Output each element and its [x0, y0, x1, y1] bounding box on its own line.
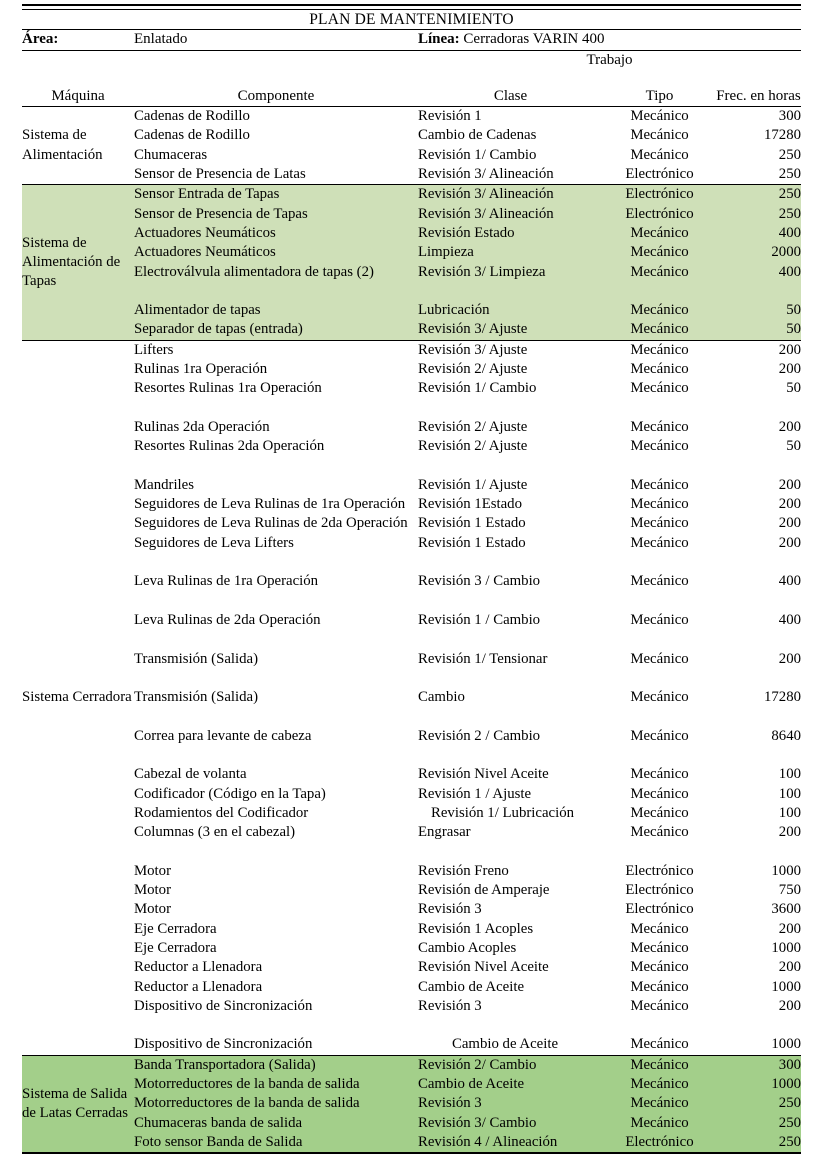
spacer-cell — [603, 630, 716, 649]
cell-componente: Seguidores de Leva Rulinas de 1ra Operación — [134, 496, 406, 513]
table-row — [22, 263, 801, 282]
spacer-cell — [716, 630, 801, 649]
table-row — [22, 804, 801, 823]
cell-frecuencia: 200 — [778, 418, 801, 435]
cell-componente: Sensor de Presencia de Latas — [134, 166, 306, 183]
cell-frecuencia: 200 — [778, 476, 801, 493]
cell-componente: Chumaceras — [134, 146, 208, 163]
cell-componente: Electroválvula alimentadora de tapas (2) — [134, 263, 418, 282]
cell-frecuencia: 250 — [716, 185, 801, 204]
table-row — [22, 146, 801, 165]
cell-tipo: Mecánico — [630, 361, 689, 378]
cell-componente: Cabezal de volanta — [134, 766, 247, 783]
group-header-trabajo: Trabajo — [418, 50, 801, 70]
cell-tipo: Mecánico — [603, 320, 716, 340]
cell-tipo: Mecánico — [603, 1075, 716, 1094]
cell-frecuencia: 300 — [716, 1056, 801, 1075]
spacer-cell — [418, 457, 603, 476]
spacer-cell — [418, 746, 603, 765]
cell-componente: Rodamientos del Codificador — [134, 804, 309, 821]
group-header-row — [22, 50, 801, 70]
cell-frecuencia: 50 — [716, 320, 801, 340]
cell-componente: Reductor a Llenadora — [134, 959, 263, 976]
cell-frecuencia: 50 — [786, 380, 801, 397]
cell-frecuencia: 200 — [778, 361, 801, 378]
cell-clase: Revisión 1 Estado — [418, 534, 526, 551]
machine-group-label — [22, 185, 134, 340]
cell-tipo: Mecánico — [630, 380, 689, 397]
area-value: Enlatado — [134, 30, 418, 50]
cell-frecuencia: 1000 — [716, 1075, 801, 1094]
cell-tipo: Mecánico — [630, 766, 689, 783]
cell-frecuencia: 400 — [716, 224, 801, 243]
cell-clase: Engrasar — [418, 824, 471, 841]
table-row — [22, 611, 801, 630]
cell-frecuencia: 1000 — [771, 1036, 801, 1053]
cell-tipo: Electrónico — [625, 862, 694, 879]
cell-componente: Foto sensor Banda de Salida — [134, 1133, 418, 1153]
area-label-text: Área: — [22, 31, 59, 48]
cell-frecuencia: 200 — [778, 515, 801, 532]
cell-componente: Actuadores Neumáticos — [134, 243, 418, 262]
table-row — [22, 107, 801, 126]
table-row — [22, 1035, 801, 1055]
table-row — [22, 862, 801, 881]
machine-group-label-text: Sistema de Alimentación de Tapas — [22, 234, 121, 290]
spacer-cell — [134, 842, 418, 861]
cell-tipo: Mecánico — [630, 438, 689, 455]
cell-tipo: Mecánico — [630, 146, 689, 163]
column-header-maquina: Máquina — [51, 87, 105, 104]
cell-clase: Revisión 1 / Ajuste — [418, 785, 532, 802]
cell-clase: Revisión Estado — [418, 224, 603, 243]
table-row — [22, 650, 801, 669]
spacer-cell — [134, 630, 418, 649]
spacer-cell — [716, 842, 801, 861]
table-row — [22, 978, 801, 997]
spacer-cell — [716, 707, 801, 726]
cell-tipo: Mecánico — [630, 1036, 689, 1053]
cell-tipo: Mecánico — [603, 301, 716, 320]
cell-componente: Dispositivo de Sincronización — [134, 1036, 313, 1053]
cell-componente: Transmisión (Salida) — [134, 689, 258, 706]
cell-clase: Revisión 3/ Ajuste — [418, 320, 603, 340]
spacer-cell — [134, 707, 418, 726]
cell-clase: Cambio de Aceite — [418, 1075, 603, 1094]
cell-tipo: Mecánico — [630, 650, 689, 667]
spacer-cell — [716, 282, 801, 301]
cell-frecuencia: 8640 — [771, 727, 801, 744]
table-row — [22, 437, 801, 456]
spacer-cell — [603, 282, 716, 301]
table-spacer-row — [22, 457, 801, 476]
table-row — [22, 205, 801, 224]
cell-tipo: Electrónico — [603, 205, 716, 224]
table-row — [22, 572, 801, 591]
cell-frecuencia: 250 — [716, 1094, 801, 1113]
cell-componente: Resortes Rulinas 2da Operación — [134, 438, 325, 455]
cell-clase: Revisión 1/ Lubricación — [431, 804, 575, 821]
cell-frecuencia: 250 — [716, 205, 801, 224]
cell-clase: Cambio de Aceite — [452, 1036, 559, 1053]
cell-tipo: Mecánico — [630, 341, 689, 358]
linea-label-text: Línea: — [418, 31, 460, 48]
cell-clase: Revisión 3/ Cambio — [418, 1114, 603, 1133]
cell-frecuencia: 250 — [716, 1133, 801, 1153]
spacer-cell — [716, 592, 801, 611]
table-spacer-row — [22, 630, 801, 649]
cell-componente: Sensor de Presencia de Tapas — [134, 205, 418, 224]
cell-tipo: Mecánico — [603, 1114, 716, 1133]
linea-cell — [418, 30, 801, 50]
spacer-cell — [716, 746, 801, 765]
cell-componente: Actuadores Neumáticos — [134, 224, 418, 243]
cell-clase: Revisión Freno — [418, 862, 509, 879]
column-header-row — [22, 70, 801, 107]
cell-componente: Separador de tapas (entrada) — [134, 320, 418, 340]
cell-clase: Revisión 1Estado — [418, 496, 522, 513]
cell-componente: Columnas (3 en el cabezal) — [134, 824, 296, 841]
cell-frecuencia: 3600 — [771, 901, 801, 918]
cell-clase: Revisión Nivel Aceite — [418, 959, 549, 976]
cell-componente: Sensor Entrada de Tapas — [134, 185, 418, 204]
spacer-cell — [603, 669, 716, 688]
spacer-cell — [418, 630, 603, 649]
table-spacer-row — [22, 746, 801, 765]
cell-clase: Revisión 4 / Alineación — [418, 1133, 603, 1153]
column-header-clase: Clase — [493, 87, 528, 104]
cell-tipo: Mecánico — [630, 476, 689, 493]
column-header-frecuencia: Frec. en horas — [716, 87, 801, 104]
cell-clase: Revisión 1 Acoples — [418, 920, 534, 937]
cell-componente: Eje Cerradora — [134, 939, 217, 956]
spacer-cell — [603, 746, 716, 765]
cell-tipo: Mecánico — [630, 939, 689, 956]
cell-clase: Revisión 1 Estado — [418, 515, 526, 532]
spacer-cell — [603, 592, 716, 611]
cell-clase: Revisión 3/ Limpieza — [418, 263, 603, 282]
column-header-tipo: Tipo — [645, 87, 674, 104]
machine-group-label — [22, 1056, 134, 1153]
spacer-cell — [418, 399, 603, 418]
cell-componente: Motorreductores de la banda de salida — [134, 1094, 418, 1113]
cell-clase: Revisión 3/ Alineación — [418, 166, 554, 183]
spacer-cell — [716, 1016, 801, 1035]
cell-componente: Eje Cerradora — [134, 920, 217, 937]
table-row — [22, 360, 801, 379]
cell-clase: Revisión 1 / Cambio — [418, 611, 541, 628]
cell-componente: Reductor a Llenadora — [134, 978, 263, 995]
cell-frecuencia: 250 — [716, 1114, 801, 1133]
cell-componente: Alimentador de tapas — [134, 301, 418, 320]
column-header-componente: Componente — [237, 87, 315, 104]
table-row — [22, 1075, 801, 1094]
cell-clase: Revisión 2/ Cambio — [418, 1056, 603, 1075]
cell-tipo: Mecánico — [630, 611, 689, 628]
cell-tipo: Mecánico — [603, 263, 716, 282]
spacer-cell — [134, 457, 418, 476]
table-row — [22, 727, 801, 746]
table-body — [22, 5, 801, 1156]
cell-frecuencia: 200 — [778, 534, 801, 551]
cell-componente: Seguidores de Leva Rulinas de 2da Operación — [134, 515, 408, 532]
cell-frecuencia: 100 — [778, 785, 801, 802]
table-row — [22, 765, 801, 784]
cell-clase: Cambio — [418, 689, 465, 706]
cell-tipo: Mecánico — [630, 515, 689, 532]
page-title: PLAN DE MANTENIMIENTO — [22, 10, 801, 30]
cell-componente: Cadenas de Rodillo — [134, 108, 250, 125]
cell-tipo: Mecánico — [630, 997, 689, 1014]
table-row — [22, 476, 801, 495]
cell-tipo: Electrónico — [603, 185, 716, 204]
table-row — [22, 920, 801, 939]
table-row — [22, 1114, 801, 1133]
machine-group-label-text: Sistema de Alimentación — [22, 127, 103, 163]
cell-tipo: Electrónico — [625, 882, 694, 899]
cell-clase: Revisión 1/ Cambio — [418, 380, 537, 397]
cell-clase: Revisión 1/ Tensionar — [418, 650, 548, 667]
cell-tipo: Mecánico — [630, 127, 689, 144]
spacer-cell — [603, 399, 716, 418]
cell-clase: Cambio Acoples — [418, 939, 517, 956]
table-row — [22, 785, 801, 804]
cell-frecuencia: 100 — [778, 766, 801, 783]
cell-tipo: Mecánico — [603, 224, 716, 243]
spacer-cell — [603, 1016, 716, 1035]
cell-clase: Revisión 3/ Alineación — [418, 205, 603, 224]
table-row — [22, 165, 801, 185]
cell-tipo: Mecánico — [603, 243, 716, 262]
cell-frecuencia: 50 — [716, 301, 801, 320]
cell-clase: Revisión 2/ Ajuste — [418, 438, 528, 455]
table-row — [22, 320, 801, 340]
table-spacer-row — [22, 282, 801, 301]
cell-clase: Revisión 3 / Cambio — [418, 573, 541, 590]
cell-componente: Leva Rulinas de 1ra Operación — [134, 573, 319, 590]
document-title-row — [22, 10, 801, 30]
machine-group-label-text: Sistema Cerradora — [22, 689, 132, 706]
spacer-cell — [134, 553, 418, 572]
spacer-cell — [134, 592, 418, 611]
table-row — [22, 997, 801, 1016]
cell-tipo: Mecánico — [630, 418, 689, 435]
spacer-cell — [716, 399, 801, 418]
machine-group-label — [22, 341, 134, 1055]
cell-tipo: Electrónico — [603, 1133, 716, 1153]
table-row — [22, 534, 801, 553]
cell-clase: Cambio de Aceite — [418, 978, 525, 995]
spacer-cell — [603, 553, 716, 572]
cell-frecuencia: 17280 — [764, 127, 801, 144]
cell-frecuencia: 400 — [778, 573, 801, 590]
spacer-cell — [716, 457, 801, 476]
cell-frecuencia: 17280 — [764, 689, 801, 706]
cell-componente: Rulinas 1ra Operación — [134, 361, 268, 378]
cell-frecuencia: 200 — [778, 650, 801, 667]
table-row — [22, 958, 801, 977]
cell-frecuencia: 1000 — [771, 978, 801, 995]
spacer-cell — [603, 707, 716, 726]
table-row — [22, 301, 801, 320]
table-row — [22, 341, 801, 360]
cell-tipo: Electrónico — [625, 166, 694, 183]
spacer-cell — [134, 669, 418, 688]
cell-frecuencia: 400 — [778, 611, 801, 628]
table-row — [22, 900, 801, 919]
spacer-cell — [134, 399, 418, 418]
cell-clase: Revisión 2/ Ajuste — [418, 361, 528, 378]
table-spacer-row — [22, 592, 801, 611]
table-row — [22, 126, 801, 145]
cell-frecuencia: 1000 — [771, 939, 801, 956]
cell-tipo: Mecánico — [630, 727, 689, 744]
spacer-cell — [418, 592, 603, 611]
cell-clase: Revisión 1 — [418, 108, 482, 125]
cell-frecuencia: 200 — [778, 959, 801, 976]
table-row — [22, 514, 801, 533]
table-spacer-row — [22, 399, 801, 418]
group-header-spacer-maquina — [22, 50, 134, 70]
spacer-cell — [716, 553, 801, 572]
cell-clase: Revisión 2/ Ajuste — [418, 418, 528, 435]
cell-clase: Revisión 1/ Cambio — [418, 146, 537, 163]
cell-componente: Leva Rulinas de 2da Operación — [134, 611, 321, 628]
cell-clase: Revisión 3/ Ajuste — [418, 341, 528, 358]
cell-componente: Motorreductores de la banda de salida — [134, 1075, 418, 1094]
cell-tipo: Mecánico — [630, 534, 689, 551]
cell-tipo: Mecánico — [630, 978, 689, 995]
machine-group-label-text: Sistema de Salida de Latas Cerradas — [22, 1085, 128, 1121]
cell-clase: Lubricación — [418, 301, 603, 320]
cell-clase: Revisión 3 — [418, 1094, 603, 1113]
cell-frecuencia: 400 — [716, 263, 801, 282]
cell-frecuencia: 200 — [778, 920, 801, 937]
area-label — [22, 30, 134, 50]
table-spacer-row — [22, 669, 801, 688]
cell-componente: Lifters — [134, 341, 174, 358]
table-spacer-row — [22, 553, 801, 572]
table-row — [22, 243, 801, 262]
cell-clase: Limpieza — [418, 243, 603, 262]
spacer-cell — [418, 553, 603, 572]
cell-frecuencia: 2000 — [716, 243, 801, 262]
cell-tipo: Mecánico — [630, 824, 689, 841]
cell-tipo: Mecánico — [603, 1056, 716, 1075]
cell-componente: Motor — [134, 862, 171, 879]
cell-frecuencia: 200 — [778, 824, 801, 841]
cell-tipo: Mecánico — [603, 1094, 716, 1113]
cell-tipo: Mecánico — [630, 108, 689, 125]
cell-tipo: Mecánico — [630, 785, 689, 802]
table-row — [22, 823, 801, 842]
cell-componente: Codificador (Código en la Tapa) — [134, 785, 326, 802]
cell-clase: Revisión de Amperaje — [418, 882, 550, 899]
cell-frecuencia: 200 — [778, 997, 801, 1014]
cell-clase: Revisión Nivel Aceite — [418, 766, 549, 783]
cell-frecuencia: 300 — [778, 108, 801, 125]
cell-frecuencia: 100 — [778, 804, 801, 821]
spacer-cell — [418, 282, 603, 301]
cell-frecuencia: 200 — [778, 496, 801, 513]
linea-value: Cerradoras VARIN 400 — [463, 31, 605, 48]
maintenance-plan-table — [22, 4, 801, 1156]
table-row — [22, 1056, 801, 1075]
cell-frecuencia: 1000 — [771, 862, 801, 879]
cell-clase: Revisión 1/ Ajuste — [418, 476, 528, 493]
spacer-cell — [418, 707, 603, 726]
table-row — [22, 224, 801, 243]
cell-clase: Revisión 3/ Alineación — [418, 185, 603, 204]
cell-frecuencia: 250 — [778, 166, 801, 183]
table-row — [22, 881, 801, 900]
cell-componente: Transmisión (Salida) — [134, 650, 258, 667]
spacer-cell — [134, 746, 418, 765]
cell-frecuencia: 750 — [778, 882, 801, 899]
cell-tipo: Electrónico — [625, 901, 694, 918]
table-row — [22, 495, 801, 514]
table-spacer-row — [22, 707, 801, 726]
cell-componente: Resortes Rulinas 1ra Operación — [134, 380, 322, 397]
cell-clase: Revisión 3 — [418, 997, 482, 1014]
machine-group-label — [22, 107, 134, 185]
cell-tipo: Mecánico — [630, 689, 689, 706]
cell-frecuencia: 50 — [786, 438, 801, 455]
spacer-cell — [134, 282, 418, 301]
spacer-cell — [418, 669, 603, 688]
spacer-cell — [418, 842, 603, 861]
cell-clase: Cambio de Cadenas — [418, 127, 537, 144]
cell-componente: Seguidores de Leva Lifters — [134, 534, 294, 551]
table-row — [22, 185, 801, 204]
cell-componente: Mandriles — [134, 476, 194, 493]
cell-componente: Banda Transportadora (Salida) — [134, 1056, 418, 1075]
cell-clase: Revisión 3 — [418, 901, 482, 918]
cell-tipo: Mecánico — [630, 496, 689, 513]
spacer-cell — [134, 1016, 418, 1035]
table-row — [22, 418, 801, 437]
spacer-cell — [418, 1016, 603, 1035]
spacer-cell — [603, 457, 716, 476]
meta-row — [22, 30, 801, 50]
cell-tipo: Mecánico — [630, 959, 689, 976]
cell-componente: Chumaceras banda de salida — [134, 1114, 418, 1133]
cell-frecuencia: 250 — [778, 146, 801, 163]
cell-componente: Motor — [134, 901, 171, 918]
cell-componente: Motor — [134, 882, 171, 899]
cell-componente: Correa para levante de cabeza — [134, 727, 312, 744]
cell-componente: Rulinas 2da Operación — [134, 418, 270, 435]
table-row — [22, 688, 801, 707]
cell-tipo: Mecánico — [630, 573, 689, 590]
table-row — [22, 379, 801, 398]
table-spacer-row — [22, 842, 801, 861]
cell-clase: Revisión 2 / Cambio — [418, 727, 541, 744]
cell-tipo: Mecánico — [630, 920, 689, 937]
spacer-cell — [603, 842, 716, 861]
cell-componente: Dispositivo de Sincronización — [134, 997, 313, 1014]
cell-componente: Cadenas de Rodillo — [134, 127, 250, 144]
table-spacer-row — [22, 1016, 801, 1035]
cell-frecuencia: 200 — [778, 341, 801, 358]
group-header-spacer-componente — [134, 50, 418, 70]
cell-tipo: Mecánico — [630, 804, 689, 821]
spacer-cell — [716, 669, 801, 688]
table-row — [22, 939, 801, 958]
table-row — [22, 1133, 801, 1153]
